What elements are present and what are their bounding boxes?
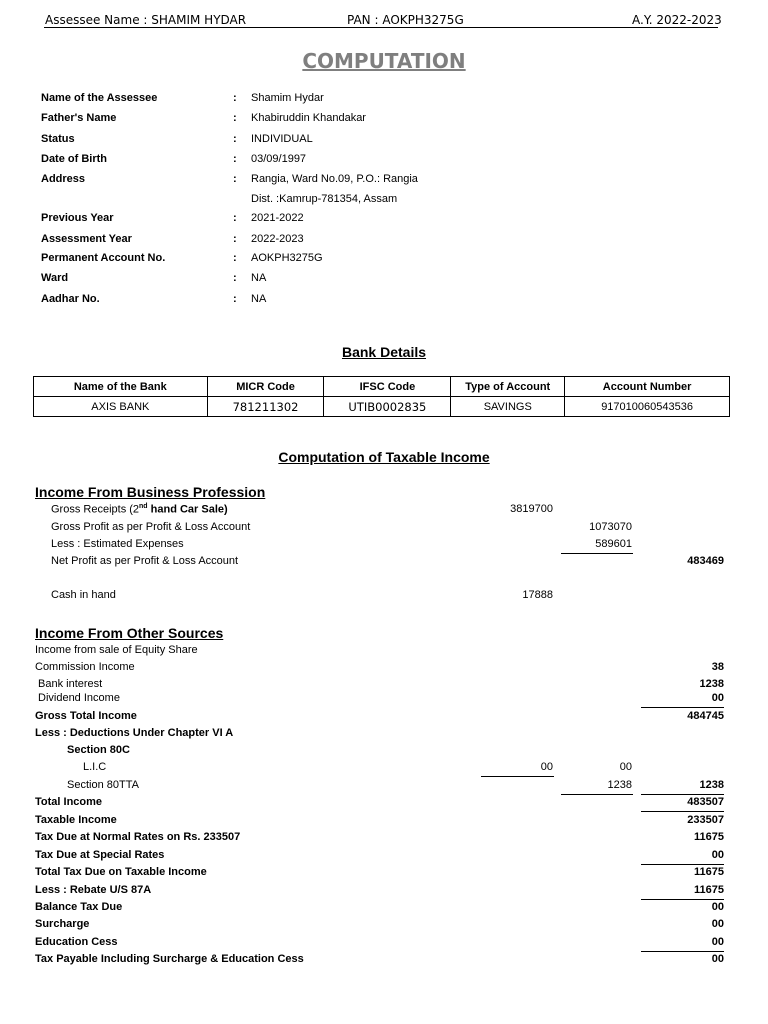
info-label: Status [41, 133, 75, 145]
table-cell: UTIB0002835 [324, 397, 451, 417]
cash-in-hand-value: 17888 [522, 589, 553, 601]
taxable-income-value: 233507 [687, 814, 724, 826]
info-value: NA [251, 293, 267, 305]
header-assessment-year: A.Y. 2022-2023 [632, 13, 722, 27]
gross-profit-label: Gross Profit as per Profit & Loss Account [51, 521, 251, 533]
total-tax-value: 11675 [694, 866, 724, 878]
table-cell: SAVINGS [451, 397, 565, 417]
bank-details-title: Bank Details [341, 344, 427, 360]
cash-in-hand-label: Cash in hand [51, 589, 116, 601]
info-label: Address [41, 173, 86, 185]
net-profit-value: 483469 [687, 555, 724, 567]
info-label: Name of the Assessee [41, 92, 158, 104]
info-value: INDIVIDUAL [251, 133, 313, 145]
info-label: Date of Birth [41, 153, 107, 165]
page-title: COMPUTATION [302, 49, 466, 73]
info-colon: : [233, 212, 237, 224]
surcharge-value: 00 [711, 918, 724, 930]
balance-tax-label: Balance Tax Due [35, 901, 123, 913]
computation-title: Computation of Taxable Income [278, 449, 490, 465]
column-header: MICR Code [207, 377, 324, 397]
balance-tax-value: 00 [711, 901, 724, 913]
gross-total-label: Gross Total Income [35, 710, 137, 722]
header-pan: PAN : AOKPH3275G [347, 13, 464, 27]
less-expenses-value: 589601 [595, 538, 632, 550]
info-label: Permanent Account No. [41, 252, 166, 264]
gross-total-value: 484745 [687, 710, 724, 722]
info-value: AOKPH3275G [251, 252, 323, 264]
underline [641, 951, 724, 952]
less-expenses-label: Less : Estimated Expenses [51, 538, 184, 550]
commission-label: Commission Income [35, 661, 135, 673]
business-income-title: Income From Business Profession [35, 484, 266, 500]
tax-normal-label: Tax Due at Normal Rates on Rs. 233507 [35, 831, 241, 843]
column-header: Type of Account [451, 377, 565, 397]
info-value: Khabiruddin Khandakar [251, 112, 366, 124]
surcharge-label: Surcharge [35, 918, 90, 930]
tax-payable-label: Tax Payable Including Surcharge & Education Cess [35, 953, 304, 965]
info-value-line2: Dist. :Kamrup-781354, Assam [251, 193, 398, 205]
info-value: 03/09/1997 [251, 153, 307, 165]
column-header: Name of the Bank [34, 377, 208, 397]
info-colon: : [233, 112, 237, 124]
info-colon: : [233, 133, 237, 145]
tax-payable-value: 00 [711, 953, 724, 965]
other-income-title: Income From Other Sources [35, 625, 224, 641]
info-value: 2022-2023 [251, 233, 304, 245]
info-colon: : [233, 252, 237, 264]
info-colon: : [233, 233, 237, 245]
taxable-income-label: Taxable Income [35, 814, 117, 826]
total-tax-label: Total Tax Due on Taxable Income [35, 866, 207, 878]
underline [641, 707, 724, 708]
header-assessee-name: Assessee Name : SHAMIM HYDAR [45, 13, 247, 27]
dividend-label: Dividend Income [38, 692, 120, 704]
section-80c-label: Section 80C [67, 744, 130, 756]
table-cell: AXIS BANK [34, 397, 208, 417]
underline [561, 553, 633, 554]
bank-details-table [33, 376, 730, 417]
table-cell: 917010060543536 [565, 397, 730, 417]
total-income-label: Total Income [35, 796, 103, 808]
gross-profit-value: 1073070 [589, 521, 632, 533]
info-value: 2021-2022 [251, 212, 304, 224]
total-income-value: 483507 [687, 796, 724, 808]
education-cess-label: Education Cess [35, 936, 118, 948]
section-80tta-label: Section 80TTA [67, 779, 139, 791]
tax-special-value: 00 [711, 849, 724, 861]
gross-receipts-value: 3819700 [510, 503, 553, 515]
underline [561, 794, 633, 795]
section-80tta-value: 1238 [607, 779, 632, 791]
column-header: IFSC Code [324, 377, 451, 397]
underline [641, 794, 724, 795]
bank-interest-value: 1238 [699, 678, 724, 690]
less-deductions-label: Less : Deductions Under Chapter VI A [35, 727, 234, 739]
info-label: Father's Name [41, 112, 117, 124]
rebate-label: Less : Rebate U/S 87A [35, 884, 152, 896]
info-value: NA [251, 272, 267, 284]
equity-share-label: Income from sale of Equity Share [35, 644, 198, 656]
table-header-row [34, 377, 730, 397]
rebate-value: 11675 [694, 884, 724, 896]
lic-subtotal-value: 00 [619, 761, 632, 773]
lic-value: 00 [540, 761, 553, 773]
info-value: Rangia, Ward No.09, P.O.: Rangia [251, 173, 418, 185]
info-colon: : [233, 173, 237, 185]
info-colon: : [233, 153, 237, 165]
underline [641, 899, 724, 900]
education-cess-value: 00 [711, 936, 724, 948]
underline [641, 811, 724, 812]
info-label: Aadhar No. [41, 293, 100, 305]
info-colon: : [233, 92, 237, 104]
header-divider [44, 27, 718, 28]
info-label: Assessment Year [41, 233, 132, 245]
table-cell: 781211302 [207, 397, 324, 417]
info-value: Shamim Hydar [251, 92, 324, 104]
gross-receipts-label: Gross Receipts (2nd hand Car Sale) [51, 503, 228, 516]
lic-label: L.I.C [83, 761, 107, 773]
underline [641, 864, 724, 865]
info-colon: : [233, 272, 237, 284]
bank-interest-label: Bank interest [38, 678, 103, 690]
commission-value: 38 [711, 661, 724, 673]
info-label: Previous Year [41, 212, 114, 224]
dividend-value: 00 [711, 692, 724, 704]
tax-normal-value: 11675 [694, 831, 724, 843]
section-80tta-total: 1238 [699, 779, 724, 791]
tax-special-label: Tax Due at Special Rates [35, 849, 165, 861]
column-header: Account Number [565, 377, 730, 397]
table-row [34, 397, 730, 417]
underline [481, 776, 554, 777]
net-profit-label: Net Profit as per Profit & Loss Account [51, 555, 239, 567]
info-colon: : [233, 293, 237, 305]
info-label: Ward [41, 272, 69, 284]
